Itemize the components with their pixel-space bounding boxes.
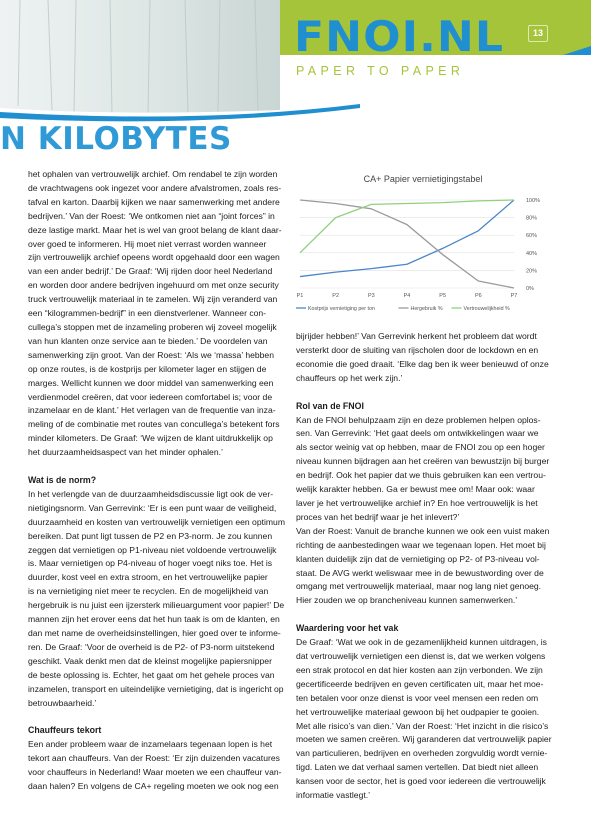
text-line: het ophalen van vertrouwelijk archief. Om rendabel te zijn worden: [28, 169, 278, 179]
paragraph-gap: [28, 710, 282, 724]
section-heading: Wat is de norm?: [28, 475, 97, 486]
text-line: is na vernietiging niet meer te recyclen. En de mogelijkheid van: [28, 586, 269, 597]
text-line: bijrijder hebben!’ Van Gerrevink herkent het probleem dat wordt: [296, 331, 537, 341]
text-line: van particulieren, bedrijven en overheden zorgvuldig wordt vernie-: [296, 748, 548, 759]
text-line: In het verlengde van de duurzaamheidsdiscussie ligt ook de ver-: [28, 488, 274, 499]
legend-label: Kostprijs vernietiging per ton: [308, 306, 375, 312]
text-line: de beste oplossing is. Echter, het gaat om het gehele proces van: [28, 669, 275, 680]
text-line: bereiken. Dat punt ligt tussen de P2 en P3-norm. Je zou kunnen: [28, 530, 273, 541]
x-tick-label: P5: [439, 293, 447, 299]
text-line: Kan de FNOI behulpzaam zijn en deze problemen helpen oplos-: [296, 414, 541, 425]
y-tick-label: 100%: [526, 198, 541, 204]
text-line: meling of de combinatie met routes van concullega’s betekent fors: [28, 419, 280, 430]
text-line: voor chauffeurs in Nederland! Waar moeten we een chauffeur van-: [28, 767, 282, 778]
text-line: moeten we samen creëren. Wij garanderen dat vertrouwelijk papier: [296, 734, 552, 745]
chart-title: CA+ Papier vernietigingstabel: [363, 174, 483, 184]
text-line: het duurzaamheidsaspect van het minder ophalen.’: [28, 447, 223, 458]
paragraph-gap: [28, 460, 282, 474]
legend-label: Vertrouwelijkheid %: [463, 306, 510, 312]
text-line: Hier zouden we op brancheniveau kunnen samenwerken.’: [296, 595, 518, 606]
text-line: gecertificeerde bedrijven en geven certificaten uit, maar het moe-: [296, 678, 544, 689]
text-line: richting de aanbestedingen waar we tegenaan lopen. Het moet bij: [296, 539, 546, 550]
text-line: dat vertrouwelijk vernietigen een dienst is, dat we werken volgens: [296, 651, 546, 662]
text-line: zijn vertrouwelijk archief opeens wordt opgehaald door een wagen: [28, 252, 280, 263]
text-line: proces van het bedrijf waar je het inlevert?’: [296, 511, 460, 522]
text-line: laver je het vertrouwelijke archief in? En hoe vertrouwelijk is het: [296, 497, 538, 508]
paragraph: [28, 738, 282, 794]
x-tick-label: P4: [403, 293, 411, 299]
x-tick-label: P3: [367, 293, 375, 299]
text-line: minder kilometers. De Graaf: ‘We wijzen de klant uitdrukkelijk op: [28, 433, 273, 444]
text-line: inzamelaar en de klant.’ Het verlagen van de frequentie van inza-: [28, 405, 276, 416]
text-line: ren. De Graaf: ‘Voor de overheid is de P2- of P3-norm uitstekend: [28, 641, 275, 652]
text-line: Een ander probleem waar de inzamelaars tegenaan lopen is het: [28, 739, 273, 750]
text-line: een “kilogrammen-bedrijf” in een dienstverlener. Wanneer con-: [28, 308, 267, 319]
tagline: PAPER TO PAPER: [296, 64, 465, 78]
text-line: marges. Wellicht kunnen we door middel van samenwerking een: [28, 377, 274, 388]
text-line: cullega’s stoppen met de inzameling proberen wij zoveel mogelijk: [28, 321, 277, 332]
text-line: deze lastige markt. Maar het is wel van groot belang de klant daar-: [28, 224, 282, 235]
paragraph: [28, 168, 282, 460]
text-line: betrouwbaarheid.’: [28, 697, 97, 708]
x-tick-label: P2: [332, 293, 340, 299]
y-tick-label: 0%: [526, 286, 534, 292]
text-line: is. Maar vernietigen op P4-niveau of hoger voegt niks toe. Het is: [28, 558, 273, 569]
text-line: versterkt door de sluiting van rijscholen door de lockdown en en: [296, 344, 539, 355]
paragraph: [28, 488, 285, 711]
text-line: geschikt. Vaak denkt men dat de kleinst mogelijke papiersnipper: [28, 655, 272, 666]
text-line: niveau kunnen bijdragen aan het creëren van bewustzijn bij burger: [296, 456, 550, 467]
text-line: kansen voor de sector, het is goed voor iedereen die vertrouwelijk: [296, 776, 546, 787]
text-line: duurzaamheid en kosten van vertrouwelijk vernietigen een optimum: [28, 516, 285, 527]
text-line: truck vertrouwelijk materiaal in te zamelen. Wij zijn veranderd van: [28, 294, 278, 305]
fnoi-logo[interactable]: FNOI.NL: [294, 12, 505, 61]
text-line: op onze routes, is de kostprijs per kilometer lager en stijgen de: [28, 363, 267, 374]
text-line: duurder, kost veel en extra stroom, en het vertrouwelijke papier: [28, 572, 268, 583]
left-column: [28, 168, 285, 794]
text-line: zeggen dat vernietigen op P1-niveau niet voldoende vertrouwelijk: [28, 544, 277, 555]
text-line: als sector weinig vat op hebben, maar de FNOI zou op een hoger: [296, 442, 545, 453]
text-line: staat. De AVG werkt weliswaar mee in de bewustwording over de: [296, 567, 544, 578]
text-line: inzamelen, transport en uiteindelijke vernietiging, dat is ingericht op: [28, 683, 284, 694]
x-tick-label: P6: [474, 293, 482, 299]
page-header: [0, 0, 591, 157]
text-line: ten betalen voor onze dienst is voor veel mensen een reden om: [296, 692, 539, 703]
chart-svg: [290, 162, 556, 320]
series-line: [300, 200, 514, 277]
text-line: hergebruik is nu juist een ijzersterk milieuargument voor papier!’ De: [28, 600, 285, 611]
paragraph: [296, 636, 551, 803]
text-line: sen. Van Gerrevink: ‘Het gaat deels om ontwikkelingen waar we: [296, 428, 539, 439]
text-line: een strak protocol en dat hier kosten aan zijn verbonden. We zijn: [296, 664, 543, 675]
right-column: [296, 330, 551, 803]
x-tick-label: P7: [510, 293, 518, 299]
text-line: economie die goed draait. ‘Elke dag ben ik weer benieuwd of onze: [296, 358, 549, 369]
section-heading: Waardering voor het vak: [296, 623, 399, 634]
paragraph: [296, 330, 551, 386]
text-line: informatie vastlegt.’: [296, 790, 371, 801]
text-line: mannen zijn het erover eens dat het hun taak is om de klanten, en: [28, 614, 280, 625]
text-line: tafval en karton. Daarbij kijken we naar samenwerking met andere: [28, 196, 280, 207]
page-number: 13: [528, 25, 548, 42]
text-line: daan halen? En volgens de CA+ regeling moeten we ook nog een: [28, 781, 279, 792]
text-line: van een ander bedrijf.’ De Graaf: ‘Wij rijden door heel Nederland: [28, 266, 273, 277]
text-line: het vertrouwelijke materiaal gewoon bij het oudpapier te gooien.: [296, 706, 540, 717]
text-line: de vrachtwagens ook ingezet voor andere afvalstromen, zoals res-: [28, 182, 282, 193]
text-line: over goed te informeren. Hij moet niet verrast worden wanneer: [28, 238, 267, 249]
y-tick-label: 60%: [526, 233, 538, 240]
text-line: nietigingsnorm. Van Gerrevink: ‘Er is een punt waar de veiligheid,: [28, 502, 277, 513]
series-line: [300, 200, 514, 288]
series-line: [300, 200, 514, 253]
paragraph-gap: [296, 386, 551, 400]
text-line: Met alle risico’s van dien.’ Van der Roest: ‘Het inzicht in die risico’s: [296, 720, 549, 731]
text-line: tekort aan chauffeurs. Van der Roest: ‘Er zijn duizenden vacatures: [28, 753, 280, 764]
legend-label: Hergebruik %: [410, 306, 443, 312]
y-tick-label: 40%: [526, 250, 538, 257]
text-line: dan met name de overheidsinstellingen, hier goed over te informe-: [28, 628, 281, 638]
text-line: tigd. Laten we dat verhaal samen vertellen. Dat biedt niet alleen: [296, 762, 539, 773]
text-line: samenwerking zijn groot. Van der Roest: ‘Als we ‘massa’ hebben: [28, 349, 274, 360]
text-line: en worden door andere bedrijven ingehuurd om met onze security: [28, 280, 279, 291]
text-line: klanten duidelijk zijn dat de vernietiging op P2- of P3-niveau vol-: [296, 553, 540, 564]
y-tick-label: 80%: [526, 215, 538, 222]
x-tick-label: P1: [296, 293, 304, 299]
paragraph-gap: [296, 608, 551, 622]
text-line: verdienmodel creëren, dat voor iedereen comfortabel is; voor de: [28, 391, 273, 402]
text-line: De Graaf: ‘Wat we ook in de gezamenlijkheid kunnen uitdragen, is: [296, 637, 547, 648]
text-line: omgang met vertrouwelijk materiaal, maar nog lang niet genoeg.: [296, 581, 542, 592]
y-tick-label: 20%: [526, 268, 538, 275]
text-line: bedrijven.’ Van der Roest: ‘We ontkomen niet aan “joint forces” in: [28, 210, 275, 221]
paragraph: [296, 414, 551, 609]
text-line: en bedrijf. Ook het papier dat we thuis gebruiken kan een vertrou-: [296, 470, 546, 481]
section-heading: Rol van de FNOI: [296, 400, 364, 411]
text-line: chauffeurs op het werk zijn.’: [296, 372, 403, 383]
text-line: Van der Roest: Vanuit de branche kunnen we ook een vuist maken: [296, 525, 550, 536]
vernietigingstabel-chart: [290, 162, 556, 320]
text-line: welijk karakter hebben. Ga er bewust mee om! Maar ook: waar: [296, 484, 535, 495]
text-line: van hun klanten onze service aan te bieden.’ De voordelen van: [28, 335, 268, 346]
section-heading: Chauffeurs tekort: [28, 725, 102, 736]
article-headline: N KILOBYTES: [0, 121, 232, 157]
